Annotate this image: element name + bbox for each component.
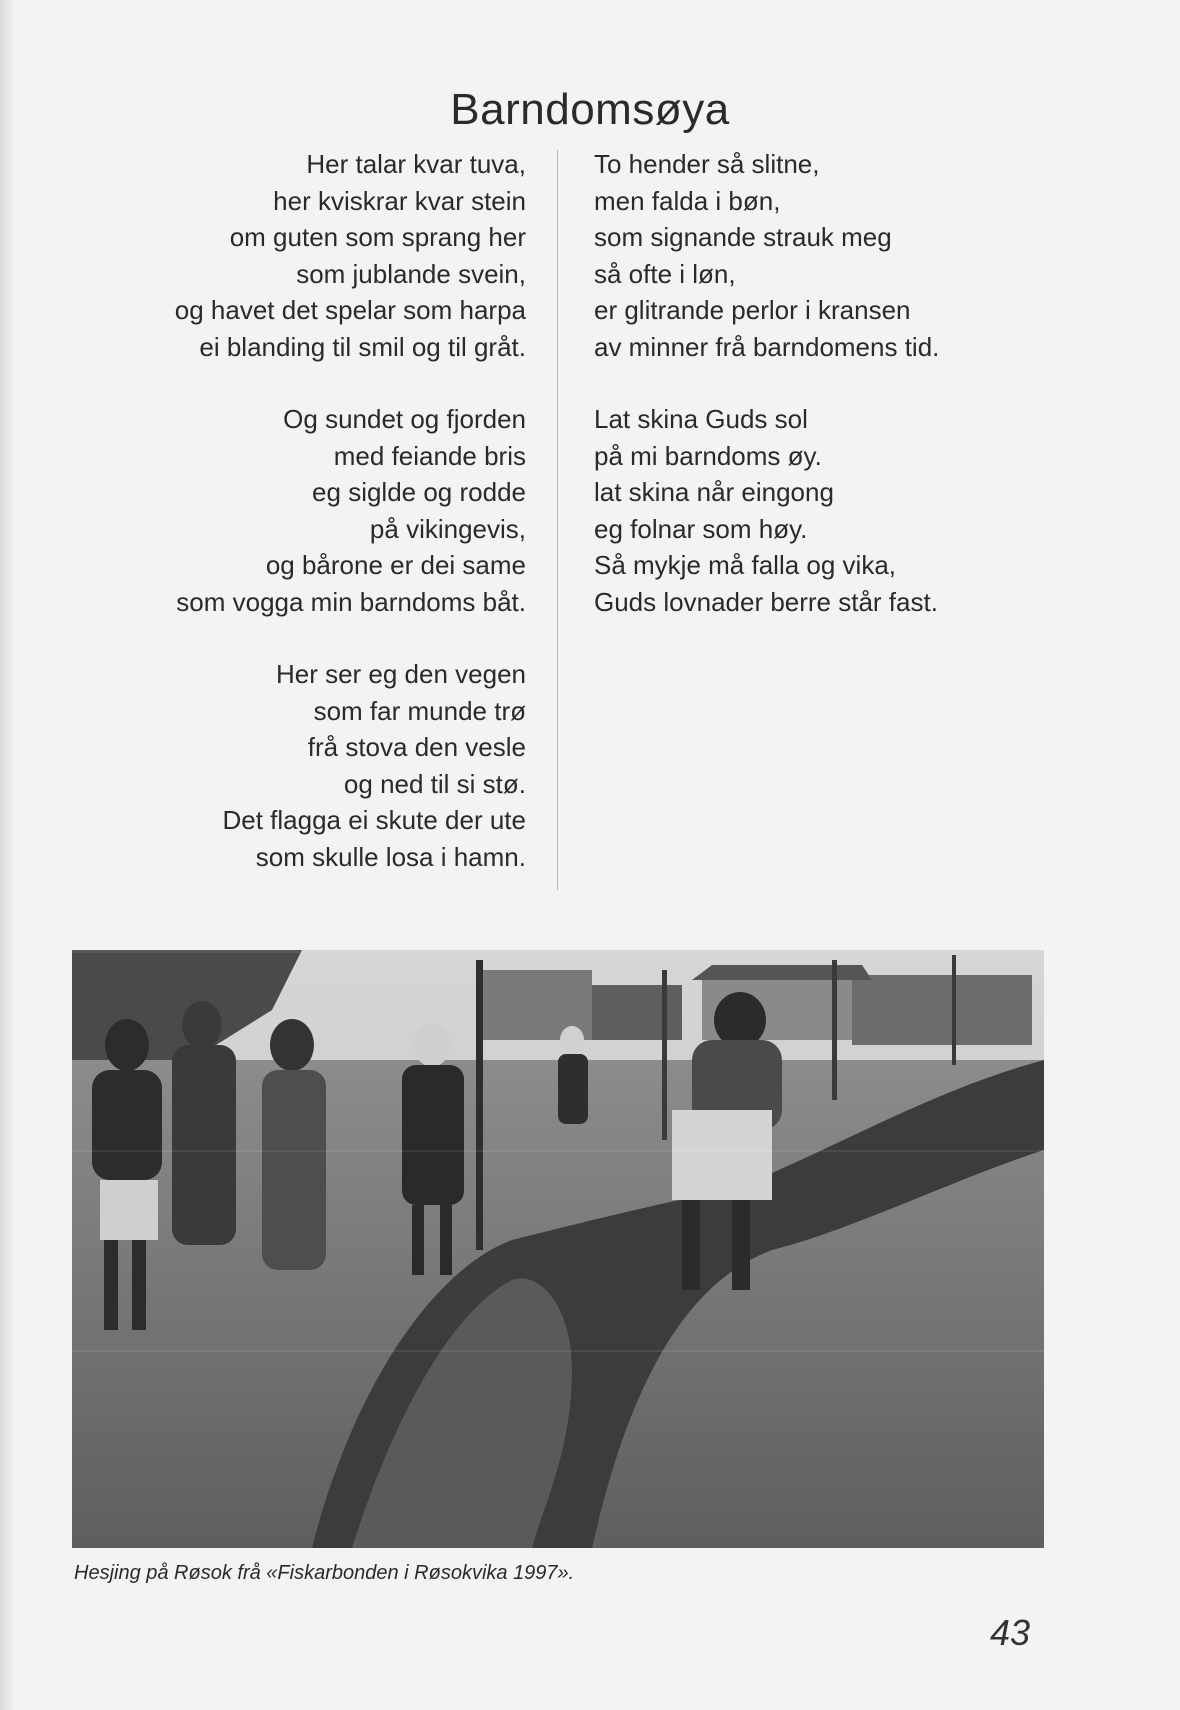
photo-illustration [72,950,1044,1548]
poem-stanza [594,146,1114,365]
poem-line: Her ser eg den vegen [275,659,526,689]
photo-roof [692,965,872,980]
poem-right-column [594,146,1114,656]
poem-stanza [594,401,1114,620]
poem-left-column [60,146,526,911]
poem-line: som signande strauk meg [594,222,892,252]
poem-line: som skulle losa i hamn. [255,841,526,872]
poem-line: på vikingevis, [369,513,526,544]
photo-building [852,975,1032,1045]
poem-line: om guten som sprang her [229,222,526,252]
poem-title: Barndomsøya [450,85,730,135]
poem-line: og ned til si stø. [343,768,526,799]
photo-figure-distant [558,1026,588,1124]
poem-line: Så mykje må falla og vika, [594,550,897,580]
poem-line: eg folnar som høy. [594,513,808,544]
photo-building [592,985,682,1040]
poem-line: Her talar kvar tuva, [306,149,526,179]
page-number: 43 [990,1612,1031,1653]
poem-line: på mi barndoms øy. [594,440,822,471]
poem-line: så ofte i løn, [594,258,736,289]
poem-line: og havet det spelar som harpa [174,295,526,325]
photo-pole [952,955,956,1065]
poem-line: ei blanding til smil og til gråt. [199,331,526,362]
photo-pole [476,960,483,1250]
poem-line: Det flagga ei skute der ute [222,805,526,835]
poem-stanza [60,656,526,875]
poem-stanza [60,146,526,365]
poem-line: lat skina når eingong [594,477,834,507]
poem-line: Lat skina Guds sol [594,404,808,434]
poem-line: To hender så slitne, [594,149,820,179]
photo-pole [832,960,837,1100]
poem-stanza [60,401,526,620]
poem-line: her kviskrar kvar stein [273,185,526,216]
photo-pole [662,970,667,1140]
poem-line: Guds lovnader berre står fast. [594,586,938,617]
photo-caption: Hesjing på Røsok frå «Fiskarbonden i Røsokvika 1997». [74,1562,575,1584]
poem-line: er glitrande perlor i kransen [594,295,911,325]
hay-drying-photo [72,950,1044,1548]
column-divider [557,150,558,890]
page-edge-shadow [0,0,14,1710]
poem-line: som far munde trø [313,695,526,726]
poem-line: Og sundet og fjorden [283,404,526,434]
poem-line: eg siglde og rodde [312,477,526,507]
poem-line: av minner frå barndomens tid. [594,331,940,362]
poem-line: men falda i bøn, [594,185,781,216]
poem-line: frå stova den vesle [307,732,526,762]
poem-line: som vogga min barndoms båt. [176,586,526,617]
poem-line: med feiande bris [333,440,526,471]
poem-line: som jublande svein, [296,258,526,289]
poem-line: og bårone er dei same [265,550,526,580]
